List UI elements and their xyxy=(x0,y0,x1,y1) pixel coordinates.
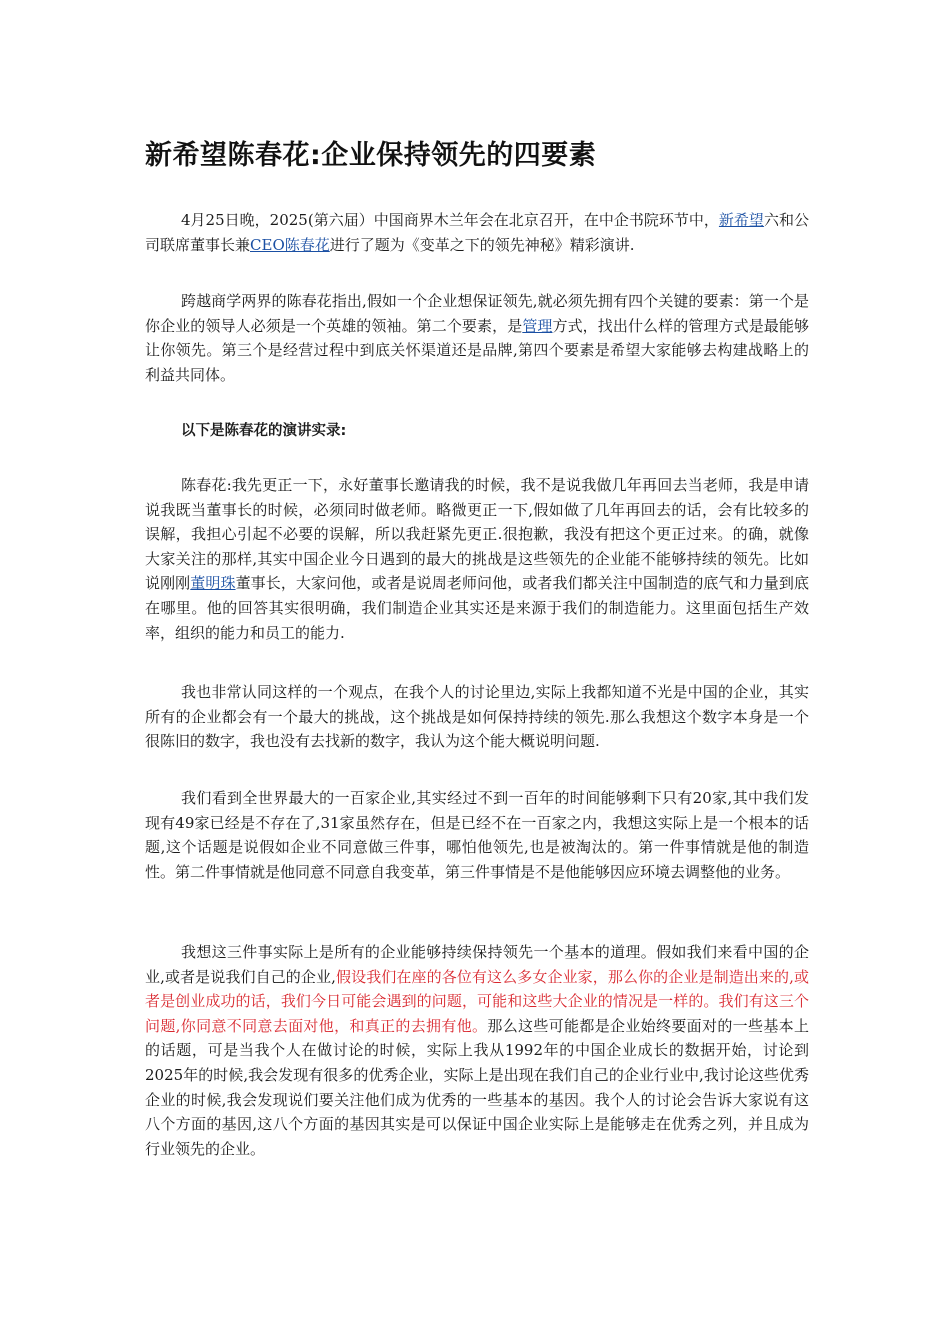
text: 跨越商学两界的陈春花指出,假如一个企业想保证领先,就必须先拥有四个关键的要素：第一个是你企业的领导人必须是一个英雄的领袖。第二个要素，是 xyxy=(145,292,809,335)
link-xinxiwang[interactable]: 新希望 xyxy=(718,211,764,229)
text: 六和公司联席董事长兼 xyxy=(145,211,809,254)
text: 陈春花:我先更正一下，永好董事长邀请我的时候，我不是说我做几年再回去当老师，我是申请说我既当董事长的时候，必须同时做老师。略微更正一下,假如做了几年再回去的话，会有比较多的误解，我担心引起不必要的误解，所以我赶紧先更正.很抱歉，我没有把这个更正过来。的确，就像大家关注的那样,其实中国企业今日遇到的最大的挑战是这些领先的企业能不能够持续的领先。比如说刚刚 xyxy=(145,476,809,593)
paragraph-speech-3: 我们看到全世界最大的一百家企业,其实经过不到一百年的时间能够剩下只有20家,其中我们发现有49家已经是不存在了,31家虽然存在，但是已经不在一百家之内，我想这实际上是一个根本的话题,这个话题是说假如企业不同意做三件事，哪怕他领先,也是被淘汰的。第一件事情就是他的制造性。第二件事情就是他同意不同意自我变革，第三件事情是不是他能够因应环境去调整他的业务。 xyxy=(145,789,809,881)
paragraph-speech-1 xyxy=(145,473,809,645)
text: 方式，找出什么样的管理方式是最能够让你领先。第三个是经营过程中到底关怀渠道还是品牌,第四个要素是希望大家能够去构建战略上的利益共同体。 xyxy=(145,316,809,384)
link-dongmingzhu[interactable]: 董明珠 xyxy=(190,574,236,593)
text: 4月25日晚，2025(第六届）中国商界木兰年会在北京召开，在中企书院环节中， xyxy=(181,211,719,229)
highlighted-text: 假设我们在座的各位有这么多女企业家，那么你的企业是制造出来的,或者是创业成功的话，我们今日可能会遇到的问题，可能和这些大企业的情况是一样的。我们有这三个问题,你同意不同意去面对他，和真正的去拥有他。 xyxy=(145,967,809,1035)
text: 董事长，大家问他，或者是说周老师问他，或者我们都关注中国制造的底气和力量到底在哪里。他的回答其实很明确，我们制造企业其实还是来源于我们的制造能力。这里面包括生产效率，组织的能力和员工的能力. xyxy=(145,574,809,642)
text: 那么这些可能都是企业始终要面对的一些基本上的话题，可是当我个人在做讨论的时候，实际上我从1992年的中国企业成长的数据开始，讨论到2025年的时候,我会发现有很多的优秀企业，实际上是出现在我们自己的企业行业中,我讨论这些优秀企业的时候,我会发现说们要关注他们成为优秀的一些基本的基因。我个人的讨论会告诉大家说有这八个方面的基因,这八个方面的基因其实是可以保证中国企业实际上是能够走在优秀之列，并且成为行业领先的企业。 xyxy=(145,1016,809,1158)
article-title: 新希望陈春花:企业保持领先的四要素 xyxy=(145,140,597,171)
paragraph-speech-2: 我也非常认同这样的一个观点，在我个人的讨论里边,实际上我都知道不光是中国的企业，其实所有的企业都会有一个最大的挑战，这个挑战是如何保持持续的领先.那么我想这个数字本身是一个很陈旧的数字，我也没有去找新的数字，我认为这个能大概说明问题. xyxy=(145,683,809,751)
link-guanli[interactable]: 管理 xyxy=(522,316,553,335)
link-ceo-chenchunhua[interactable]: CEO陈春花 xyxy=(250,235,330,254)
text: 进行了题为《变革之下的领先神秘》精彩演讲. xyxy=(329,235,635,254)
section-heading: 以下是陈春花的演讲实录: xyxy=(181,423,347,439)
paragraph-speech-4 xyxy=(145,940,809,1161)
text: 我想这三件事实际上是所有的企业能够持续保持领先一个基本的道理。假如我们来看中国的企业,或者是说我们自己的企业, xyxy=(145,943,809,986)
paragraph-intro xyxy=(145,208,809,257)
paragraph-four-elements xyxy=(145,289,809,387)
